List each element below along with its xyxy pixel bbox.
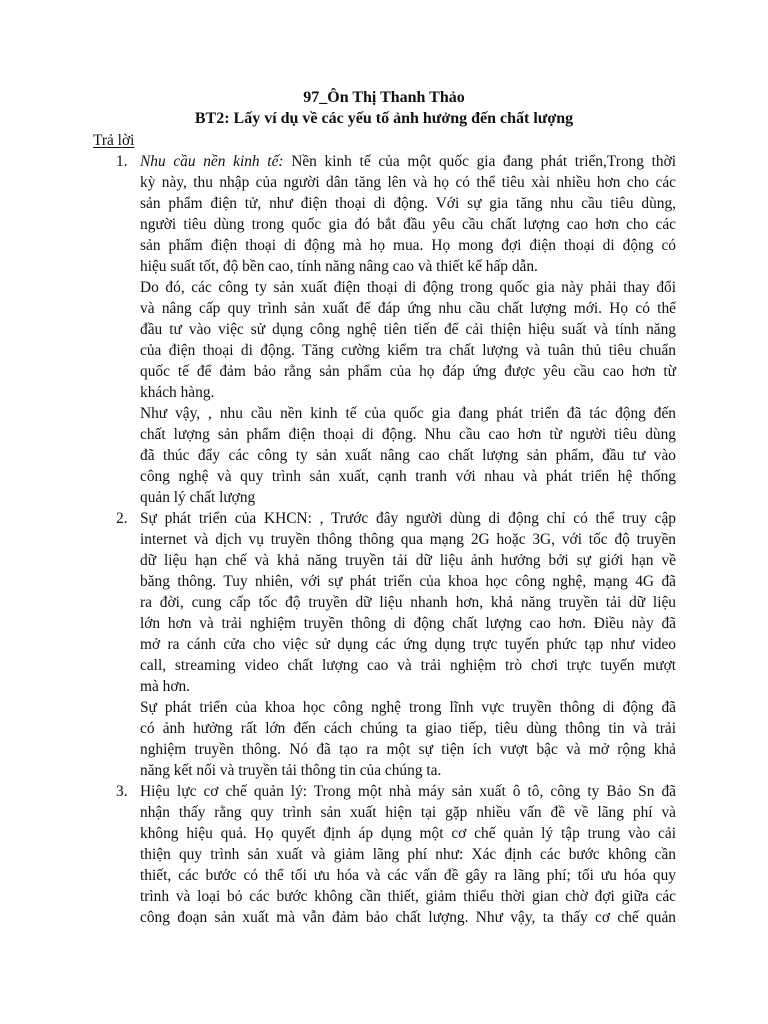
document-title: 97_Ôn Thị Thanh Thảo bbox=[303, 89, 465, 106]
text-line: sản phẩm điện tử, như điện thoại di động. Với sự gia tăng nhu cầu tiêu dùng, bbox=[140, 195, 676, 212]
list-item-1 bbox=[116, 151, 676, 508]
document-subtitle: BT2: Lấy ví dụ về các yếu tố ảnh hưởng đến chất lượng bbox=[194, 110, 574, 127]
text-line: kỳ này, thu nhập của người dân tăng lên và họ có thể tiêu xài nhiều hơn cho các bbox=[140, 174, 676, 191]
list-item-number: 2. bbox=[116, 510, 128, 527]
text-line: mà hơn. bbox=[140, 678, 191, 695]
text-line: không hiệu quả. Họ quyết định áp dụng một cơ chế quản lý tập trung vào cải bbox=[140, 825, 676, 842]
text-line: internet và dịch vụ truyền thông thông qua mạng 2G hoặc 3G, với tốc độ truyền bbox=[140, 531, 676, 548]
text-line: mở ra cánh cửa cho việc sử dụng các ứng dụng trực tuyến phức tạp như video bbox=[140, 636, 676, 653]
paragraph bbox=[140, 697, 676, 781]
list-item-2 bbox=[116, 508, 676, 781]
text-line: Do đó, các công ty sản xuất điện thoại di động trong quốc gia này phải thay đổi bbox=[140, 279, 676, 296]
text-line: Như vậy, , nhu cầu nền kinh tế của quốc gia đang phát triển đã tác động đến bbox=[140, 405, 676, 422]
text-line: Sự phát triển của KHCN: , Trước đây người dùng di động chỉ có thể truy cập bbox=[140, 510, 676, 527]
text-line: ra đời, cung cấp tốc độ truyền dữ liệu nhanh hơn, khả năng truyền tải dữ liệu bbox=[140, 594, 676, 611]
text-line: nhận thấy rằng quy trình sản xuất hiện tại gặp nhiều vấn đề về lãng phí và bbox=[140, 804, 676, 821]
text-line: quốc tế để đảm bảo rằng sản phẩm của họ đáp ứng được yêu cầu cao hơn từ bbox=[140, 363, 676, 380]
text-line: công đoạn sản xuất mà vẫn đảm bảo chất lượng. Như vậy, ta thấy cơ chế quản bbox=[140, 909, 676, 926]
text-line: trình và loại bỏ các bước không cần thiết, giảm thiểu thời gian chờ đợi giữa các bbox=[140, 888, 676, 905]
text-line: băng thông. Tuy nhiên, với sự phát triển của khoa học công nghệ, mạng 4G đã bbox=[140, 573, 676, 590]
list-item-number: 1. bbox=[116, 153, 128, 170]
text-line: và nâng cấp quy trình sản xuất để đáp ứng nhu cầu chất lượng mới. Họ có thể bbox=[140, 300, 676, 317]
text-line: lớn hơn và trải nghiệm truyền thông di động chất lượng cao hơn. Điều này đã bbox=[140, 615, 676, 632]
text-line: người tiêu dùng trong quốc gia đó bắt đầu yêu cầu chất lượng cao hơn cho các bbox=[140, 216, 676, 233]
text-line: đã thúc đẩy các công ty sản xuất nâng cao chất lượng sản phẩm, đầu tư vào bbox=[140, 447, 676, 464]
answer-list bbox=[116, 151, 676, 928]
text-line: chất lượng sản phẩm điện thoại di động. Nhu cầu cao hơn từ người tiêu dùng bbox=[140, 426, 676, 443]
text-line: call, streaming video chất lượng cao và trải nghiệm trò chơi trực tuyến mượt bbox=[140, 657, 676, 674]
text-line: Sự phát triển của khoa học công nghệ trong lĩnh vực truyền thông di động đã bbox=[140, 699, 676, 716]
list-item-number: 3. bbox=[116, 783, 128, 800]
text-line: Nhu cầu nền kinh tế: Nền kinh tế của một quốc gia đang phát triển,Trong thời bbox=[140, 153, 676, 170]
text-line: có ảnh hưởng rất lớn đến cách chúng ta giao tiếp, tiêu dùng thông tin và trải bbox=[140, 720, 676, 737]
paragraph bbox=[140, 781, 676, 928]
text-line: của điện thoại di động. Tăng cường kiểm tra chất lượng và tuân thủ tiêu chuẩn bbox=[140, 342, 676, 359]
text-line: đầu tư vào việc sử dụng công nghệ tiên tiến để cải thiện hiệu suất và tính năng bbox=[140, 321, 676, 338]
paragraph bbox=[140, 403, 676, 508]
paragraph bbox=[140, 151, 676, 277]
text-line: sản phẩm điện thoại di động mà họ mua. Họ mong đợi điện thoại di động có bbox=[140, 237, 676, 254]
paragraph bbox=[140, 508, 676, 697]
paragraph bbox=[140, 277, 676, 403]
text-line: thiết, các bước có thể tối ưu hóa và các vấn đề gây ra lãng phí; tối ưu hóa quy bbox=[140, 867, 676, 884]
item-heading: Nhu cầu nền kinh tế: bbox=[140, 153, 284, 170]
text-line: khách hàng. bbox=[140, 384, 215, 401]
text-line: quản lý chất lượng bbox=[140, 489, 256, 506]
text-line: Hiệu lực cơ chế quản lý: Trong một nhà máy sản xuất ô tô, công ty Bảo Sn đã bbox=[140, 783, 676, 800]
text-line: thiện quy trình sản xuất và giảm lãng phí như: Xác định các bước không cần bbox=[140, 846, 676, 863]
list-item-3 bbox=[116, 781, 676, 928]
text-line: hiệu suất tốt, độ bền cao, tính năng nâng cao và thiết kế hấp dẫn. bbox=[140, 258, 538, 275]
text-line: dữ liệu hạn chế và khả năng truyền tải dữ liệu ảnh hưởng bởi sự giới hạn về bbox=[140, 552, 676, 569]
text-line: nghiệm truyền thông. Nó đã tạo ra một sự tiện ích vượt bậc và mở rộng khả bbox=[140, 741, 676, 758]
text-line: năng kết nối và truyền tải thông tin của chúng ta. bbox=[140, 762, 442, 779]
answer-label: Trả lời bbox=[93, 132, 135, 149]
text-line: công nghệ và quy trình sản xuất, cạnh tranh với nhau và phát triển hệ thống bbox=[140, 468, 676, 485]
